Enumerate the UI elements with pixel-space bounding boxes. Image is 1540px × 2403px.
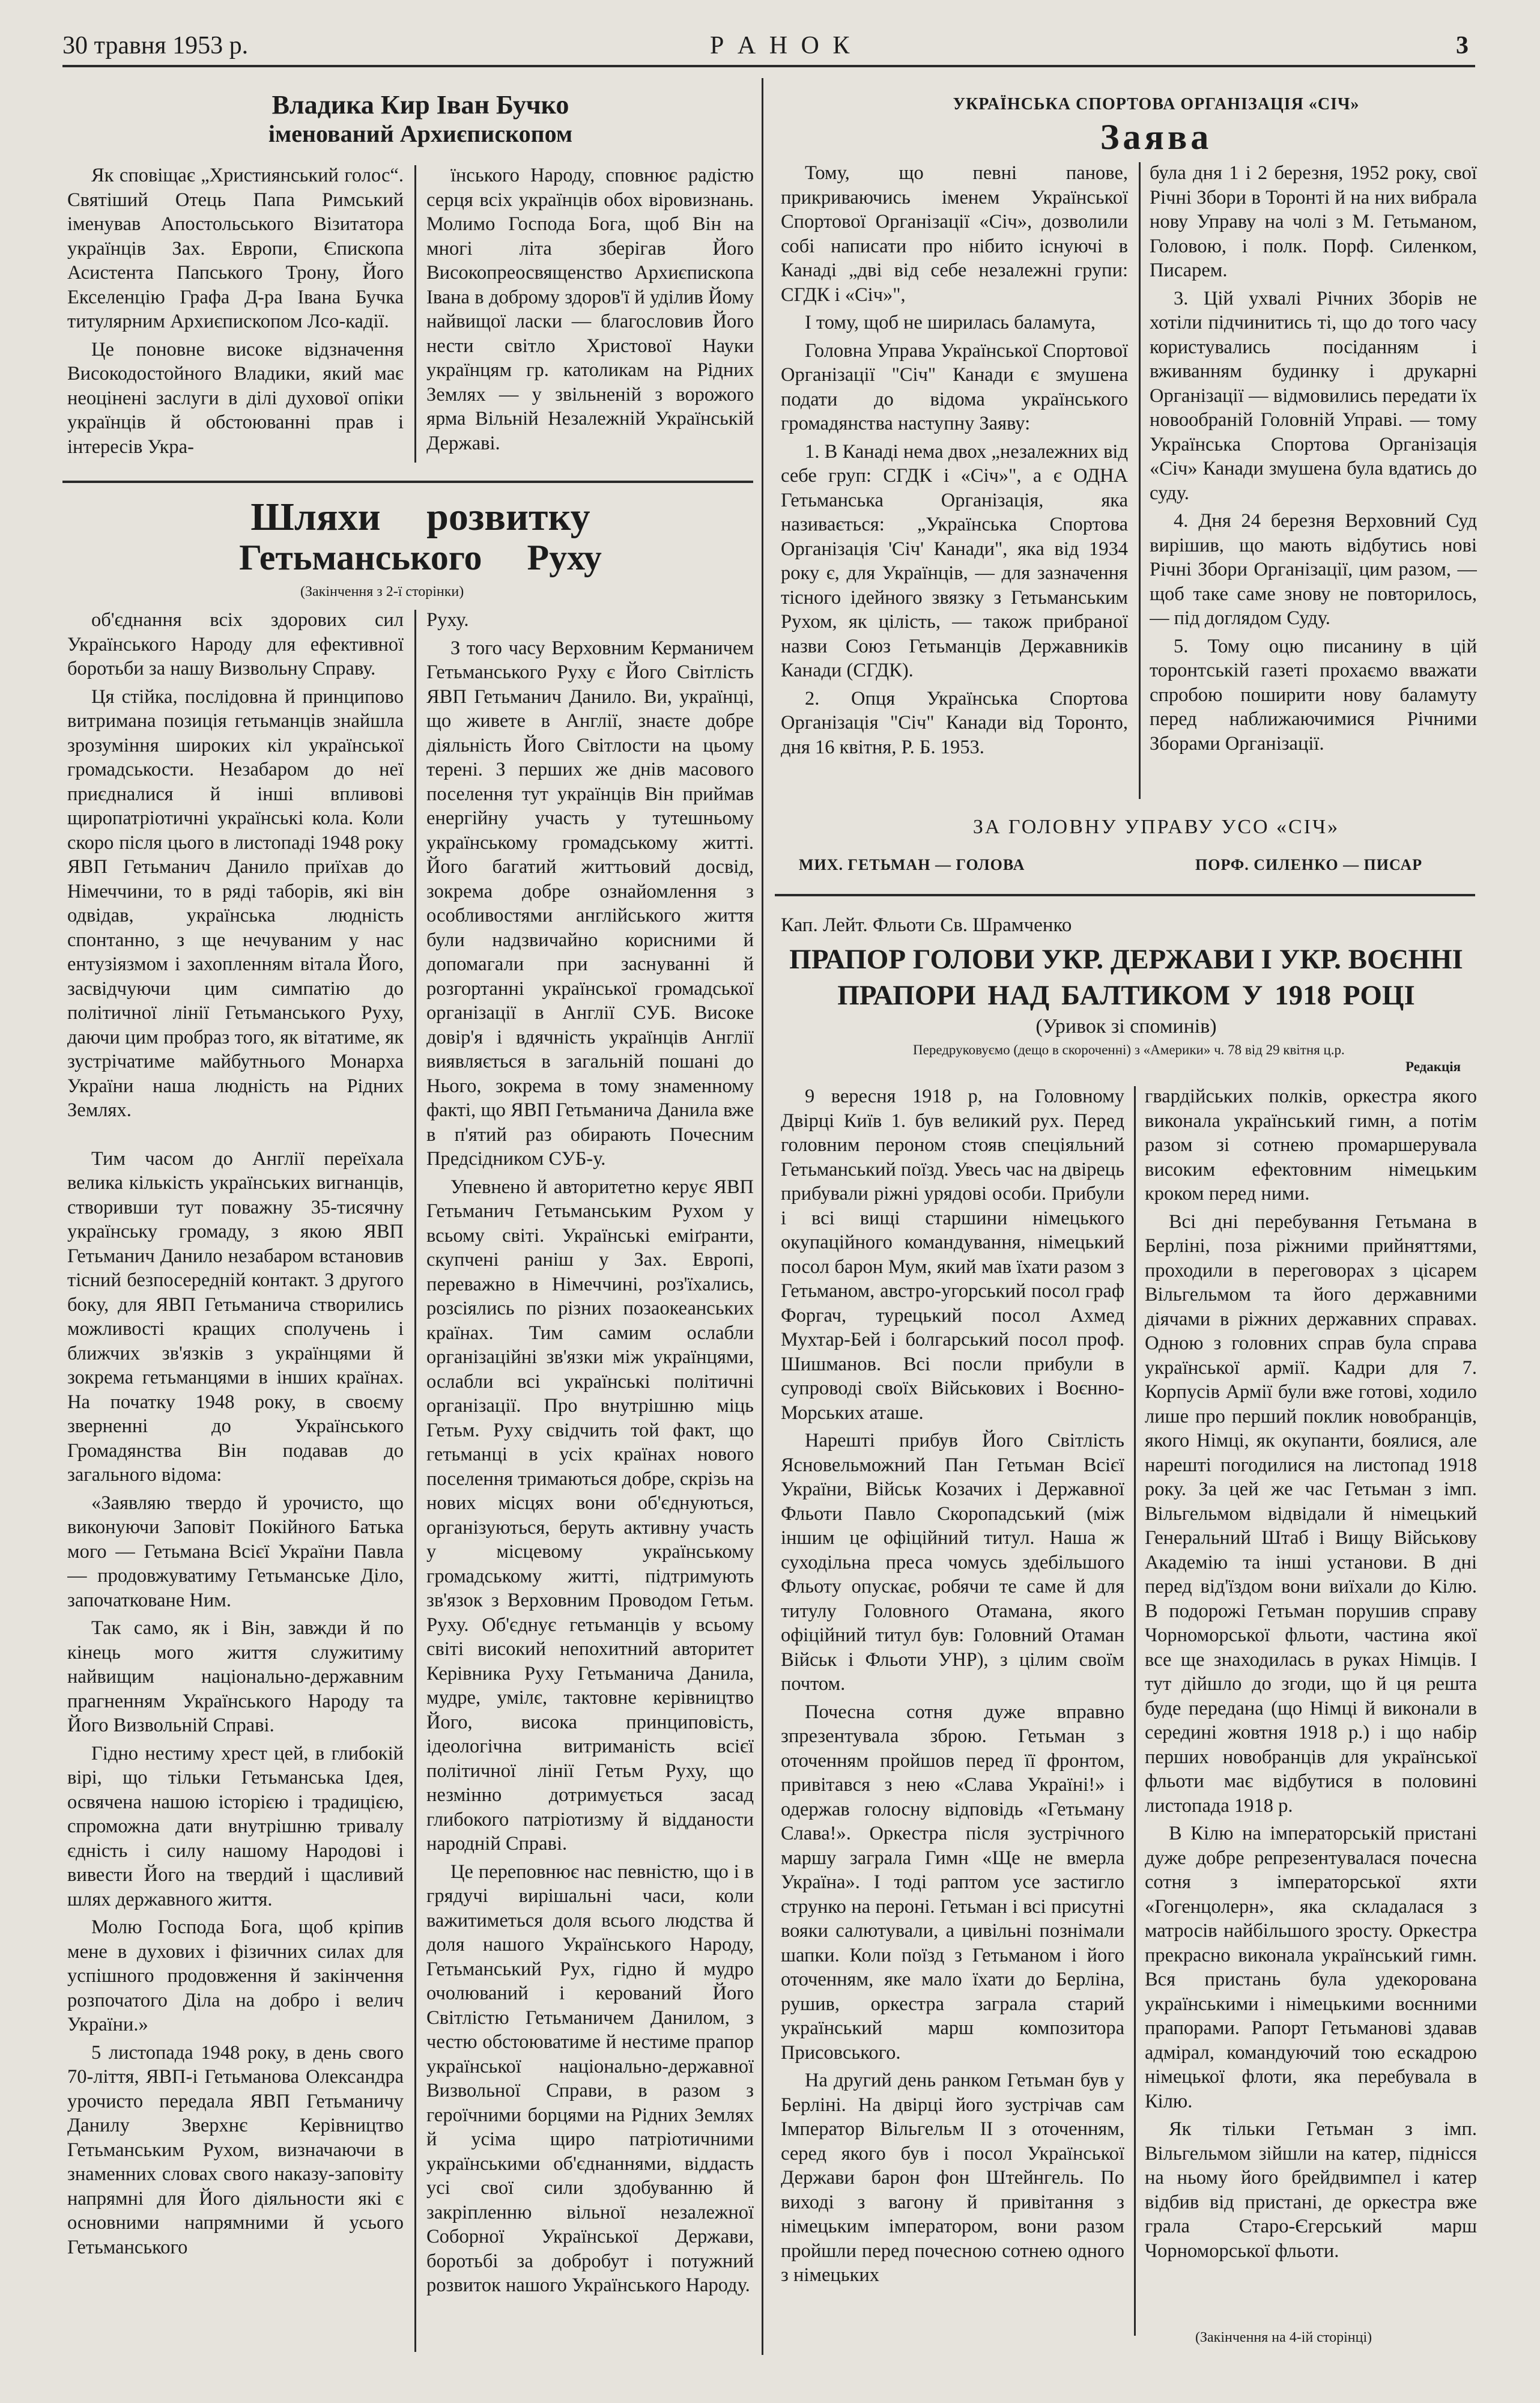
prapor-paragraph: 9 вересня 1918 р, на Головному Двірці Київ 1. був великий рух. Перед головним пероном стояв спеціяльний Гетьманський поїзд. Увесь час на двірець прибували ріжні урядові особи. Прибули і всі вищі старшини німецького окупаційного командування, німецький посол барон Мум, який мав їхати разом з Гетьманом, австро-угорський посол граф Форгач, турецький посол Ахмед Мухтар-Бей і болгарський посол проф. Шишманов. Всі посли прибули в супроводі своїх Військових і Воєнно-Морських аташе.: [781, 1086, 1124, 1424]
zayava-paragraph: 1. В Канаді нема двох „незалежних від себе груп: СГДК і «Січ»", а є ОДНА Гетьманська Організація, яка називається: „Українська Спортова Організація 'Січ' Канади", яка від 1934 року є, для Українців, — для зазначення тісного ідейного звязку з Гетьманським Рухом, як цілість, — також прибраної назви Союз Гетьманців Державників Канади (СГДК).: [781, 440, 1128, 681]
shlyakhy-paragraph: З того часу Верховним Керманичем Гетьманського Руху є Його Світлість ЯВП Гетьманич Данило. Ви, українці, що живете в Англії, знаєте добре діяльність Його Світлости на цьому терені. З перших же днів масового поселення тут українців Він приймав енергійну участь у тутешньому українському громадському житті. Його багатий життьовий досвід, зокрема добре ознайомлення з особливостями англійського життя були надзвичайно корисними й допомагали при заснуванні й розгортанні української громадської організації в Англії СУБ. Високе довір'я і вдячність українців Англії виявляється в загальній пошані до Нього, зокрема в тому знаменному факті, що ЯВП Гетьманича Данила вже в п'ятий раз обирають Почесним Предсідником СУБ-у.: [426, 637, 754, 1170]
zayava-column-2: [1150, 161, 1477, 799]
zayava-column-1: [781, 161, 1128, 799]
zayava-signature-head: МИХ. ГЕТЬМАН — ГОЛОВА: [799, 856, 1025, 873]
zayava-end-rule: [775, 894, 1475, 896]
bucko-title-line2: іменований Архиєпископом: [268, 120, 573, 147]
shlyakhy-quote: Так само, як і Він, завжди й по кінець мого життя служитиму найвищим національно-державним прагненням Українського Народу та Його Визвольній Справі.: [67, 1617, 404, 1736]
zayava-paragraph: була дня 1 і 2 березня, 1952 року, свої Річні Збори в Торонті й на них вибрала нову Управу на чолі з М. Гетьманом, Головою, і полк. Порф. Силенком, Писарем.: [1150, 162, 1477, 281]
shlyakhy-paragraph: Упевнено й авторитетно керує ЯВП Гетьманич Гетьманським Рухом у всьому світі. Українські еміґранти, скупчені раніш у Зах. Европі, переважно в Німеччині, роз'їхались, розсіялись по різних позаокеанських країнах. Тим самим ослабли організаційні зв'язки між українцями, ослабли всі українські політичні організації. Про внутрішню міць Гетьм. Руху свідчить той факт, що гетьманці в усіх країнах нового поселення тримаються добре, скрізь на нових місцях вони об'єднуються, організуються, беруть активну участь у місцевому українському громадському житті, підтримують зв'язок з Верховним Проводом Гетьм. Руху. Об'єднує гетьманців у всьому світі високий непохитний авторитет Керівника Руху Гетьманича Данила, мудре, умілє, тактовне керівництво Його, висока принциповість, ідеологічна витриманість всієї політичної лінії Гетьм Руху, що незмінно дотримується засад глибокого патріотизму й відданости народній Справі.: [426, 1176, 754, 1855]
shlyakhy-column-2: [426, 608, 754, 2353]
prapor-paragraph: Як тільки Гетьман з імп. Вільгельмом зійшли на катер, піднісся на ньому його брейдвимпел і катер відбив від пристані, де оркестра вже грала Старо-Єгерський марш Чорноморської фльоти.: [1145, 2118, 1477, 2262]
shlyakhy-title-line2: Гетьманського Руху: [239, 538, 602, 577]
prapor-paragraph: Всі дні перебування Гетьмана в Берліні, поза ріжними прийняттями, проходили в переговорах з цісарем Вільгельмом та його державними діячами в ріжних державних справах. Одною з головних справ була справа української армії. Кадри для 7. Корпусів Армії були вже готові, ходило лише про перший поклик новобранців, якого Німці, як окупанти, боялися, але нарешті погодилися на листопад 1918 року. За цей же час Гетьман з імп. Вільгельмом відвідали й німецький Генеральний Штаб і Вищу Військову Академію та інші установи. В дні перед від'їздом вони виїхали до Кілю. В подорожі Гетьман порушив справу Чорноморської фльоти, частина якої все ще знаходилась в руках Німців. І тут дійшло до згоди, що й ця решта буде передана (що Німці й виконали в середині жовтня 1918 р.) і що набір перших новобранців для української фльоти має відбутися в половині листопада 1918 р.: [1145, 1211, 1477, 1817]
bucko-column-rule: [414, 165, 416, 463]
prapor-column-2: [1145, 1084, 1477, 2322]
center-column-rule: [762, 78, 763, 2355]
prapor-paragraph: В Кілю на імператорській пристані дуже добре репрезентувалася почесна сотня з імператорської яхти «Гогенцолерн», яка складалася з матросів найбільшого зросту. Оркестра прекрасно виконала український гимн. Вся пристань була удекорована українськими і німецькими воєнними прапорами. Рапорт Гетьманові здавав адмірал, командуючий тою ескадрою німецької флоти, яка перебувала в Кілю.: [1145, 1823, 1477, 2112]
shlyakhy-column-1: [67, 608, 404, 2353]
paper-name: Р А Н О К: [710, 32, 853, 59]
zayava-paragraph: 2. Опця Українська Спортова Організація "Січ" Канади від Торонто, дня 16 квітня, Р. Б. 1953.: [781, 687, 1128, 758]
bucko-end-rule: [62, 481, 753, 483]
zayava-for-board: ЗА ГОЛОВНУ УПРАВУ УСО «СІЧ»: [972, 816, 1340, 838]
prapor-reprint-note: Передруковуємо (дещо в скороченні) з «Америки» ч. 78 від 29 квітня ц.р.: [913, 1042, 1345, 1057]
zayava-paragraph: 5. Тому оцю писанину в цій торонтській газеті прохаємо вважати спробою поширити нову баламуту перед наближаючимися Річними Зборами Організації.: [1150, 635, 1477, 755]
prapor-paragraph: Нарешті прибув Його Світлість Ясновельможний Пан Гетьман Всієї України, Військ Козачих і Державної Фльоти Павло Скоропадський (між іншим це офіційний титул. Наша ж суходільна преса чомусь здебільшого Фльоту опускає, робячи те саме й для титулу Головного Отамана, якого офіційний титул був: Головний Отаман Військ і Фльоти УНР), з цілим своїм почтом.: [781, 1430, 1124, 1695]
shlyakhy-paragraph: Руху.: [426, 609, 469, 631]
bucko-column-2: [426, 163, 754, 467]
zayava-org-name: УКРАЇНСЬКА СПОРТОВА ОРГАНІЗАЦІЯ «СІЧ»: [953, 95, 1360, 114]
shlyakhy-quote: «Заявляю твердо й урочисто, що виконуючи Заповіт Покійного Батька мого — Гетьмана Всієї України Павла — продовжуватиму Гетьманське Діло, започатковане Ним.: [67, 1492, 404, 1611]
prapor-subtitle: (Уривок зі споминів): [1035, 1015, 1217, 1037]
prapor-author: Кап. Лейт. Фльоти Св. Шрамченко: [781, 914, 1072, 936]
issue-date: 30 травня 1953 р.: [62, 32, 249, 59]
header-rule: [62, 65, 1475, 67]
shlyakhy-quote: Молю Господа Бога, щоб кріпив мене в духових і фізичних силах для успішного продовження й закінчення розпочатого Діла на добро і велич України.»: [67, 1916, 404, 2035]
shlyakhy-title-line1: Шляхи розвитку: [250, 495, 590, 539]
shlyakhy-paragraph: об'єднання всіх здорових сил Українського Народу для ефективної боротьби за нашу Визвольну Справу.: [67, 609, 404, 679]
bucko-paragraph: Це поновне високе відзначення Високодостойного Владики, який має неоцінені заслуги в ділі духової опіки українців й обстоюванні прав і інтересів Укра-: [67, 338, 404, 458]
zayava-column-rule: [1139, 162, 1141, 799]
prapor-paragraph: На другий день ранком Гетьман був у Берліні. На двірці його зустрічав сам Імператор Вільгельм II з оточенням, серед якого був і посол Української Держави барон фон Штейнгель. По виході з вагону й привітання з німецьким імператором, вони разом пройшли перед почесною сотнею одного з німецьких: [781, 2070, 1124, 2286]
shlyakhy-paragraph: Ця стійка, послідовна й принципово витримана позиція гетьманців знайшла зрозуміння широких кіл української громадськости. Незабаром до неї приєдналися й інші впливові щиропатріотичні українські кола. Коли скоро після цього в листопаді 1948 року ЯВП Гетьманич Данило приїхав до Німеччини, то в ряді таборів, які він одвідав, українська людність спонтанно, з ще нечуваним у нас ентузіязмом і захопленням вітала Його, засвідчуючи цим симпатію до політичної лінії Гетьманського Руху, даючи цим пробраз того, як вітатиме, як зустрічатиме майбутнього Монарха України наша людність на Рідних Землях.: [67, 685, 404, 1121]
bucko-paragraph: їнського Народу, сповнює радістю серця всіх українців обох віровизнань. Молимо Господа Бога, щоб Він на многі літа зберігав Його Високопреосвященство Архиєпископа Івана в доброму здоров'ї й уділив Йому найвищої ласки — благословив Його нести світло Христової Науки українцям гр. католикам на Рідних Землях — у звільненій з ворожого ярма Вільній Незалежній Українській Державі.: [426, 165, 754, 454]
prapor-title-line2: ПРАПОРИ НАД БАЛТИКОМ У 1918 РОЦІ: [837, 980, 1415, 1011]
prapor-editor-note: Редакція: [1405, 1059, 1461, 1074]
zayava-paragraph: 4. Дня 24 березня Верховний Суд вирішив, що мають відбутись нові Річні Збори Організації, цим разом, — щоб таке саме знову не повторилось, — під доглядом Суду.: [1150, 510, 1477, 629]
prapor-column-1: [781, 1084, 1124, 2355]
bucko-column-1: [67, 163, 404, 467]
zayava-paragraph: І тому, щоб не ширилась баламута,: [805, 312, 1096, 333]
zayava-paragraph: Головна Управа Української Спортової Організації "Січ" Канади є змушена подати до відома українського громадянства наступну Заяву:: [781, 339, 1128, 434]
shlyakhy-column-rule: [414, 610, 416, 2352]
bucko-title-line1: Владика Кир Іван Бучко: [271, 90, 569, 120]
zayava-signature-secretary: ПОРФ. СИЛЕНКО — ПИСАР: [1195, 856, 1423, 873]
page-number: 3: [1456, 32, 1469, 59]
bucko-paragraph: Як сповіщає „Християнський голос“. Святіший Отець Папа Римський іменував Апостольського Візитатора українців Зах. Европи, Єпископа Асистента Папського Трону, Його Екселенцію Графа Д-ра Івана Бучка титулярним Архиєпископом Лсо-кадії.: [67, 165, 404, 332]
prapor-continued-note: (Закінчення на 4-ій сторінці): [1195, 2330, 1372, 2345]
prapor-paragraph: Почесна сотня дуже вправно зпрезентувала зброю. Гетьман з оточенням пройшов перед її фронтом, привітався з нею «Слава Україні!» і одержав голосну відповідь «Гетьману Слава!». Оркестра після зустрічного маршу заграла Гимн «Ще не вмерла Україна». І тоді раптом усе застигло струнко на пероні. Гетьман і всі присутні вояки салютували, а цивільні познімали шапки. Коли поїзд з Гетьманом і його оточенням, яке мало їхати до Берліна, рушив, оркестра заграла старий український марш композитора Присовського.: [781, 1701, 1124, 2064]
prapor-title-line1: ПРАПОР ГОЛОВИ УКР. ДЕРЖАВИ І УКР. ВОЄННІ: [789, 944, 1463, 975]
zayava-paragraph: Тому, що певні панове, прикриваючись іменем Української Спортової Організації «Січ», дозволили собі написати про нібито існуючі в Канаді „дві від себе незалежні групи: СГДК і «Січ»",: [781, 162, 1128, 306]
zayava-title: Заява: [1100, 117, 1213, 157]
prapor-paragraph: гвардійських полків, оркестра якого виконала український гимн, а потім разом зі сотнею промаршерувала високим ефектовним німецьким кроком перед ними.: [1145, 1086, 1477, 1205]
shlyakhy-paragraph: Це переповнює нас певністю, що і в грядучі вирішальні часи, коли важитиметься доля всього людства й доля нашого Українського Народу, Гетьманський Рух, гідно й мудро очолюваний і керований Його Світлістю Гетьманичем Данилом, з честю обстоюватиме й нестиме прапор української національно-державної Визвольної Справи, в разом з героїчними борцями на Рідних Землях й усіма щиро патріотичними українськими об'єднаннями, віддасть усі свої сили здобуванню й закріпленню вільної незалежної Соборної Української Держави, боротьбі за добробут і потужний розвиток нашого Українського Народу.: [426, 1861, 754, 2296]
shlyakhy-paragraph: 5 листопада 1948 року, в день свого 70-ліття, ЯВП-і Гетьманова Олександра урочисто передала ЯВП Гетьманичу Данилу Зверхнє Керівництво Гетьманським Рухом, визначаючи в знаменних словах свого наказу-заповіту напрямні для Його діяльности які є основними напрямними й усього Гетьманського: [67, 2041, 404, 2258]
shlyakhy-quote: Гідно нестиму хрест цей, в глибокій вірі, що тільки Гетьманська Ідея, освячена нашою історією і традицією, спроможна дати внутрішню тривалу єдність і силу нашому Народові і вивести Його на твердий і щасливий шлях державного життя.: [67, 1742, 404, 1910]
zayava-paragraph: 3. Цій ухвалі Річних Зборів не хотіли підчинитись ті, що до того часу користувались посіданням і вживанням будинку і друкарні Організації — відмовились передати їх новообраній Головній Управі. — тому Українська Спортова Організація «Січ» Канади змушена була вдатись до суду.: [1150, 287, 1477, 504]
shlyakhy-continued-note: (Закінчення з 2-ї сторінки): [300, 584, 464, 600]
prapor-column-rule: [1134, 1086, 1136, 2336]
shlyakhy-paragraph: Тим часом до Англії переїхала велика кількість українських вигнанців, створивши тут поважну 35-тисячну українську громаду, з якою ЯВП Гетьманич Данило незабаром встановив тісний безпосередній контакт. З другого боку, для ЯВП Гетьманича створились можливості кращих сполучень і ближчих зв'язків з українцями й зокрема гетьманцями в інших країнах. На початку 1948 року, в своєму зверненні до Українського Громадянства Він подавав до загального відома:: [67, 1147, 404, 1486]
